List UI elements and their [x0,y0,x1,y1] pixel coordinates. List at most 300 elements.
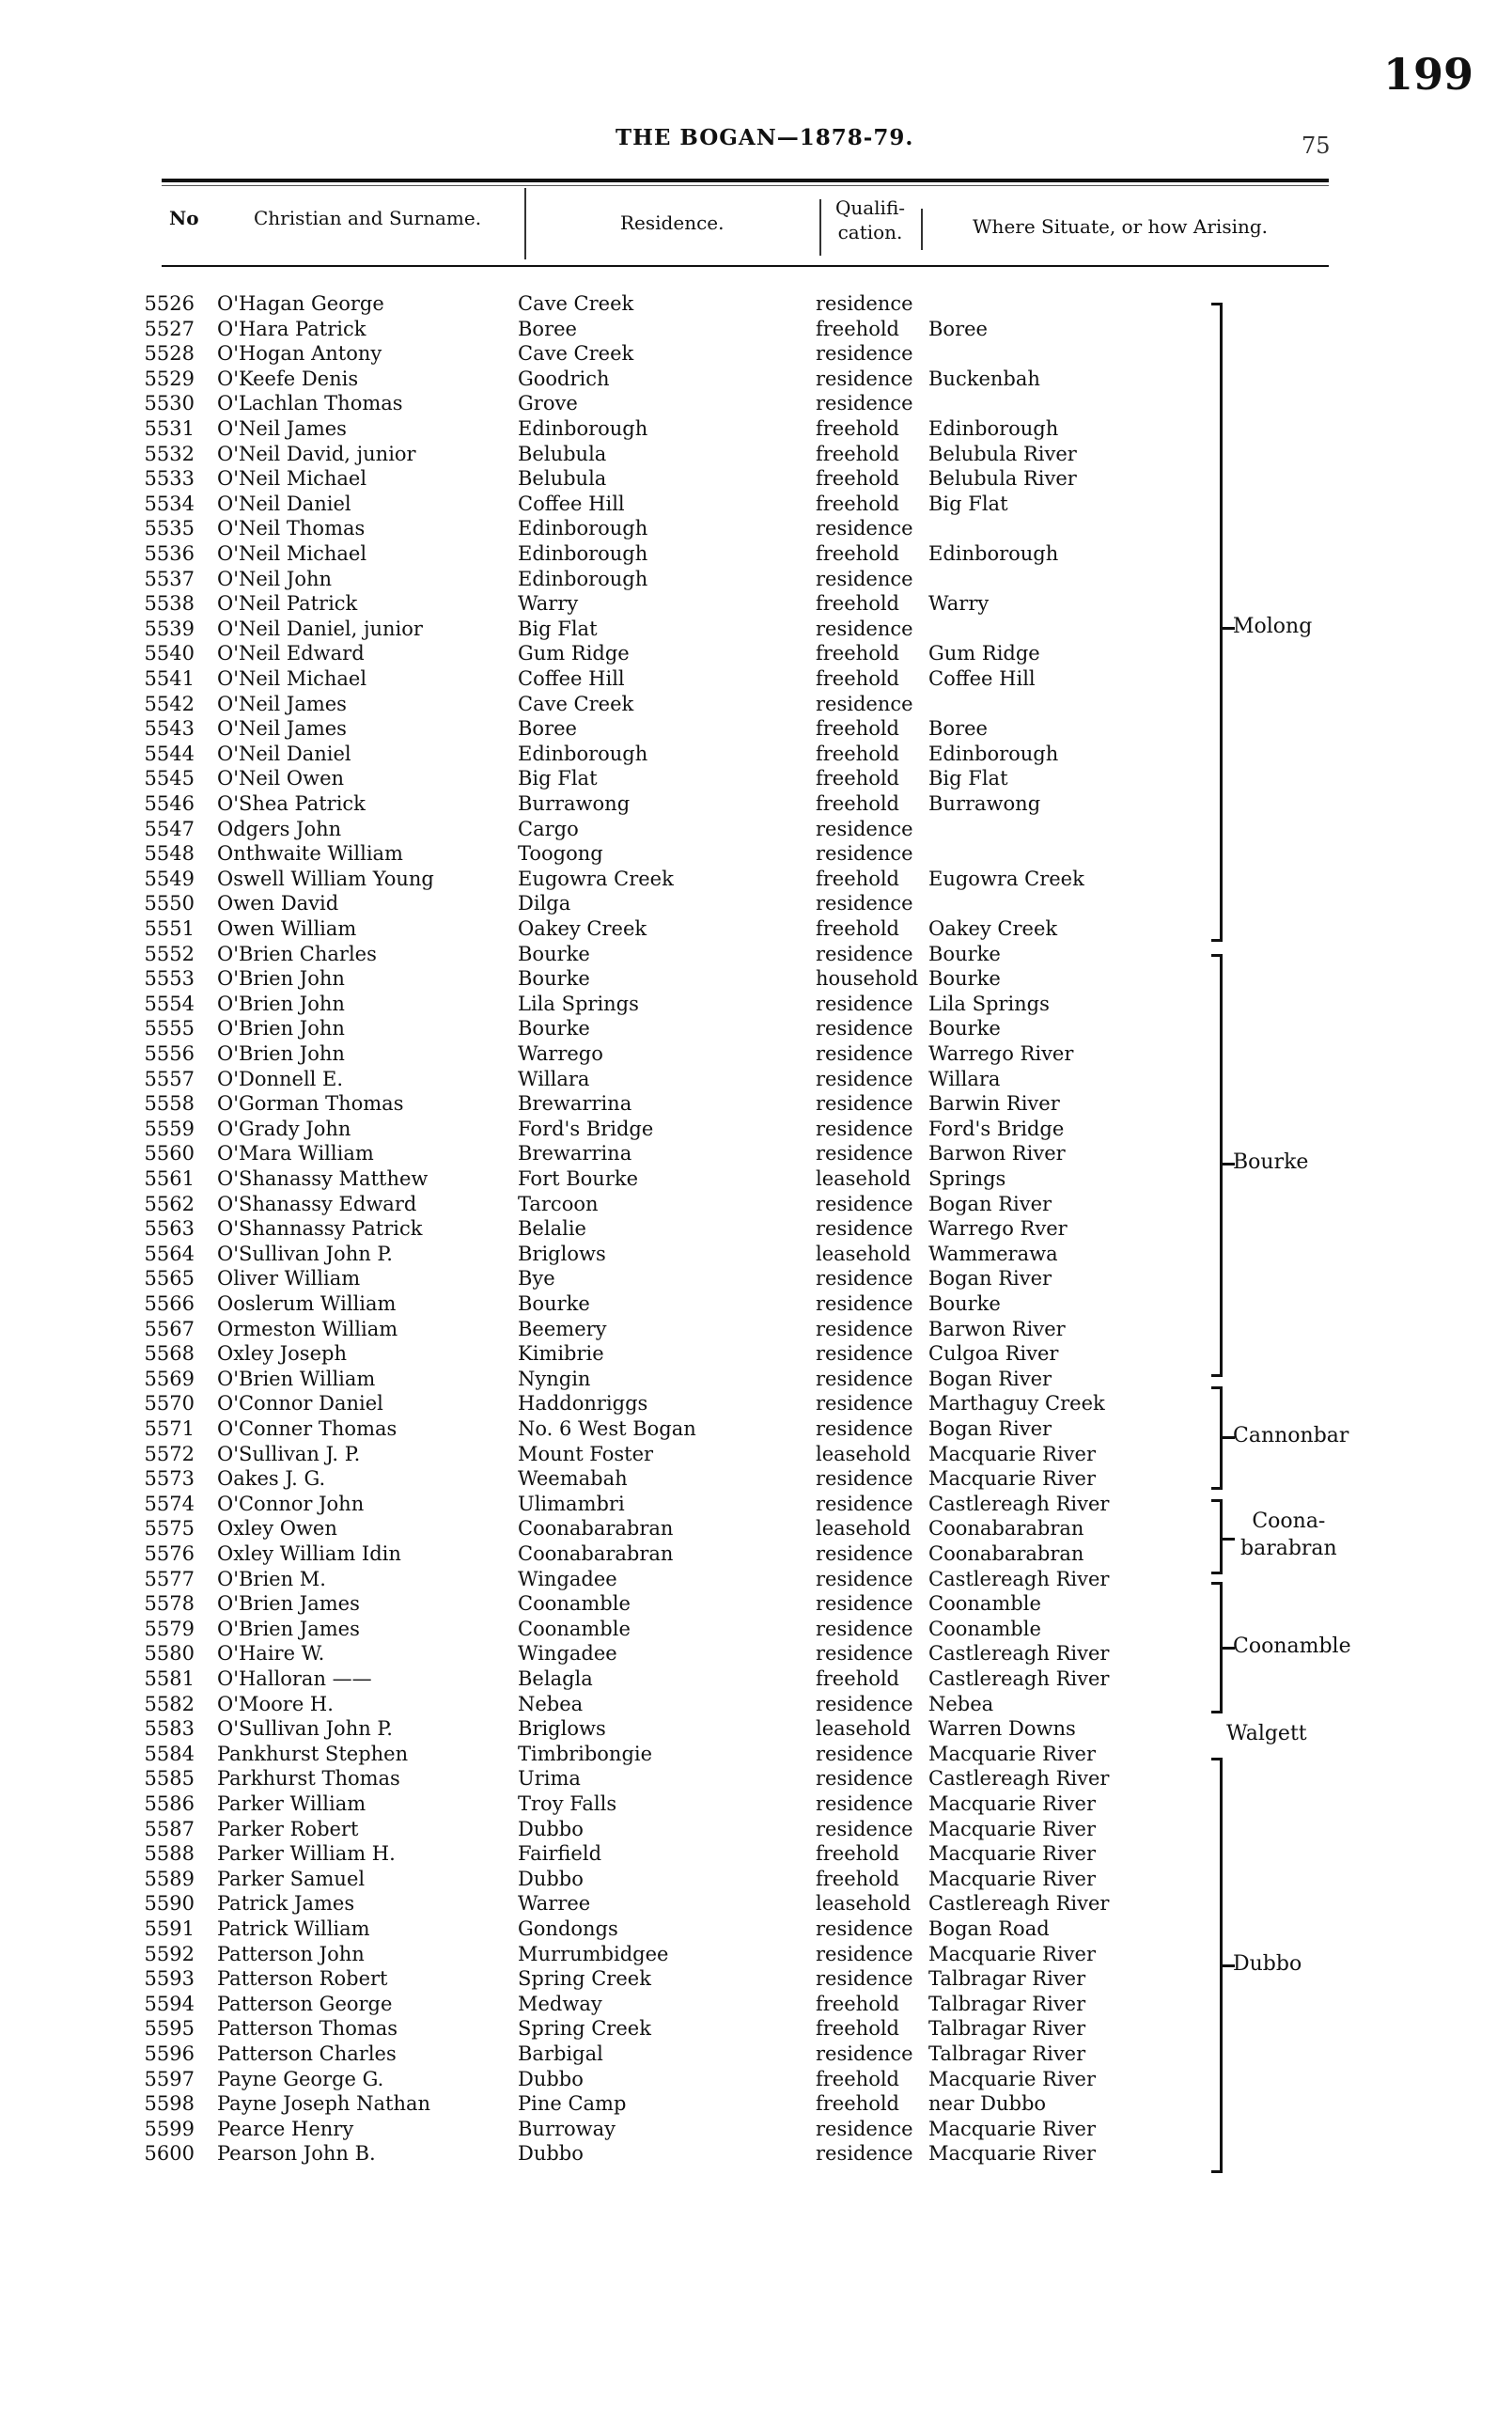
elector-name: Parker William H. [217,1842,396,1865]
elector-where-situate: Gum Ridge [928,642,1040,665]
elector-qualification: freehold [816,868,899,890]
elector-name: O'Brien Charles [217,943,377,965]
elector-residence: Warree [518,1892,591,1915]
elector-where-situate: Boree [928,318,988,340]
elector-residence: Cave Creek [518,693,634,715]
elector-qualification: freehold [816,792,899,815]
elector-qualification: residence [816,1967,913,1990]
elector-where-situate: Macquarie River [928,1443,1096,1465]
elector-residence: Wingadee [518,1568,617,1590]
elector-residence: Ford's Bridge [518,1118,654,1140]
elector-name: O'Brien James [217,1592,360,1615]
elector-number: 5580 [144,1642,195,1665]
elector-qualification: residence [816,342,913,365]
elector-number: 5550 [144,892,195,915]
elector-qualification: residence [816,1042,913,1065]
header-rule-top-thin [162,185,1329,186]
elector-qualification: freehold [816,2068,899,2090]
elector-name: Parkhurst Thomas [217,1767,400,1790]
elector-residence: Burroway [518,2118,616,2140]
elector-qualification: residence [816,1743,913,1765]
elector-number: 5557 [144,1068,195,1090]
elector-number: 5534 [144,493,195,515]
elector-name: O'Conner Thomas [217,1417,397,1440]
elector-number: 5541 [144,667,195,690]
elector-where-situate: Big Flat [928,493,1008,515]
elector-name: Pankhurst Stephen [217,1743,409,1765]
elector-where-situate: Belubula River [928,467,1077,490]
elector-number: 5539 [144,618,195,640]
elector-name: Ormeston William [217,1318,398,1340]
elector-name: O'Shanassy Edward [217,1193,417,1215]
elector-qualification: residence [816,1943,913,1965]
elector-residence: Spring Creek [518,1967,651,1990]
district-brace-coonabarabran [1210,1499,1223,1574]
elector-where-situate: Macquarie River [928,1792,1096,1815]
elector-number: 5535 [144,517,195,540]
elector-number: 5570 [144,1392,195,1415]
elector-residence: Nebea [518,1693,584,1715]
elector-name: Patrick William [217,1917,370,1940]
elector-where-situate: Barwon River [928,1318,1066,1340]
elector-residence: Belalie [518,1217,586,1240]
header-divider [524,188,526,259]
elector-residence: Edinborough [518,743,648,765]
district-label-walgett: Walgett [1226,1722,1307,1745]
elector-name: O'Moore H. [217,1693,334,1715]
elector-name: O'Neil Daniel, junior [217,618,423,640]
elector-where-situate: Wammerawa [928,1243,1058,1265]
elector-where-situate: Castlereagh River [928,1493,1110,1515]
elector-residence: Briglows [518,1243,606,1265]
elector-qualification: residence [816,1417,913,1440]
elector-residence: Cargo [518,818,579,840]
elector-qualification: residence [816,1092,913,1115]
elector-qualification: residence [816,1267,913,1290]
elector-number: 5587 [144,1818,195,1840]
elector-residence: Belubula [518,443,607,465]
header-rule-top [162,179,1329,182]
elector-where-situate: Macquarie River [928,2118,1096,2140]
elector-qualification: residence [816,568,913,590]
elector-qualification: residence [816,1118,913,1140]
elector-qualification: leasehold [816,1167,912,1190]
elector-where-situate: Big Flat [928,767,1008,790]
elector-residence: No. 6 West Bogan [518,1417,696,1440]
elector-name: Parker William [217,1792,366,1815]
district-label-coonabarabran: Coona- barabran [1240,1510,1337,1560]
elector-residence: Briglows [518,1717,606,1740]
elector-name: O'Hogan Antony [217,342,382,365]
elector-number: 5563 [144,1217,195,1240]
elector-number: 5589 [144,1868,195,1890]
elector-where-situate: Belubula River [928,443,1077,465]
elector-name: O'Neil John [217,568,333,590]
elector-residence: Medway [518,1993,602,2015]
elector-number: 5600 [144,2142,195,2165]
elector-number: 5543 [144,717,195,740]
elector-name: Pearce Henry [217,2118,354,2140]
elector-qualification: household [816,967,919,990]
elector-name: O'Connor Daniel [217,1392,383,1415]
elector-number: 5573 [144,1467,195,1490]
elector-number: 5592 [144,1943,195,1965]
elector-name: O'Shea Patrick [217,792,366,815]
elector-qualification: residence [816,292,913,315]
elector-name: Oliver William [217,1267,361,1290]
elector-where-situate: Bogan River [928,1417,1052,1440]
elector-name: O'Neil James [217,693,347,715]
elector-number: 5554 [144,993,195,1015]
page-folio: 199 [1383,49,1474,100]
district-brace-molong [1210,303,1223,942]
elector-qualification: residence [816,618,913,640]
elector-residence: Brewarrina [518,1142,632,1165]
elector-residence: Cave Creek [518,292,634,315]
elector-qualification: freehold [816,443,899,465]
elector-qualification: residence [816,1342,913,1365]
elector-name: O'Neil Patrick [217,592,358,615]
elector-qualification: freehold [816,917,899,940]
elector-number: 5552 [144,943,195,965]
elector-qualification: freehold [816,1868,899,1890]
elector-residence: Edinborough [518,417,648,440]
elector-qualification: residence [816,2042,913,2065]
elector-qualification: residence [816,1193,913,1215]
header-divider [819,199,821,256]
elector-number: 5546 [144,792,195,815]
elector-residence: Burrawong [518,792,631,815]
elector-where-situate: Castlereagh River [928,1767,1110,1790]
elector-residence: Cave Creek [518,342,634,365]
elector-where-situate: Macquarie River [928,1743,1096,1765]
elector-name: Parker Robert [217,1818,359,1840]
elector-residence: Fort Bourke [518,1167,639,1190]
elector-residence: Bourke [518,967,590,990]
elector-residence: Willara [518,1068,590,1090]
elector-where-situate: Coonabarabran [928,1517,1084,1540]
elector-qualification: residence [816,1542,913,1565]
elector-number: 5562 [144,1193,195,1215]
elector-qualification: residence [816,2118,913,2140]
elector-number: 5549 [144,868,195,890]
elector-qualification: residence [816,1292,913,1315]
elector-where-situate: Lila Springs [928,993,1050,1015]
elector-residence: Troy Falls [518,1792,617,1815]
elector-name: Onthwaite William [217,842,403,865]
elector-name: Pearson John B. [217,2142,376,2165]
elector-where-situate: Ford's Bridge [928,1118,1065,1140]
elector-name: O'Neil James [217,717,347,740]
column-header-name: Christian and Surname. [254,207,482,229]
elector-name: Oakes J. G. [217,1467,326,1490]
elector-number: 5565 [144,1267,195,1290]
elector-number: 5596 [144,2042,195,2065]
page-title: THE BOGAN—1878-79. [616,125,914,150]
elector-name: O'Brien John [217,967,345,990]
elector-number: 5599 [144,2118,195,2140]
district-label-bourke: Bourke [1233,1150,1309,1174]
elector-number: 5555 [144,1017,195,1040]
elector-number: 5577 [144,1568,195,1590]
elector-where-situate: Macquarie River [928,2068,1096,2090]
elector-residence: Ulimambri [518,1493,625,1515]
elector-number: 5583 [144,1717,195,1740]
column-header-where: Where Situate, or how Arising. [973,215,1269,238]
elector-residence: Murrumbidgee [518,1943,669,1965]
elector-qualification: residence [816,368,913,390]
elector-name: O'Grady John [217,1118,351,1140]
elector-number: 5530 [144,392,195,415]
elector-number: 5542 [144,693,195,715]
elector-where-situate: Burrawong [928,792,1041,815]
elector-qualification: residence [816,1642,913,1665]
elector-qualification: residence [816,1767,913,1790]
elector-where-situate: Oakey Creek [928,917,1058,940]
elector-where-situate: Bogan River [928,1267,1052,1290]
elector-residence: Gum Ridge [518,642,630,665]
elector-name: O'Mara William [217,1142,374,1165]
elector-qualification: freehold [816,642,899,665]
elector-where-situate: Warren Downs [928,1717,1076,1740]
elector-residence: Big Flat [518,618,598,640]
elector-number: 5571 [144,1417,195,1440]
elector-residence: Edinborough [518,568,648,590]
header-divider [921,209,923,250]
elector-residence: Big Flat [518,767,598,790]
elector-number: 5595 [144,2017,195,2040]
elector-name: O'Keefe Denis [217,368,359,390]
column-header-residence: Residence. [620,211,725,234]
elector-name: O'Donnell E. [217,1068,344,1090]
elector-qualification: freehold [816,417,899,440]
elector-where-situate: Macquarie River [928,1818,1096,1840]
district-label-coonamble: Coonamble [1233,1635,1351,1658]
elector-name: Parker Samuel [217,1868,366,1890]
elector-qualification: residence [816,1318,913,1340]
elector-number: 5528 [144,342,195,365]
elector-number: 5540 [144,642,195,665]
elector-name: O'Sullivan John P. [217,1717,393,1740]
elector-name: O'Sullivan John P. [217,1243,393,1265]
elector-qualification: residence [816,892,913,915]
elector-residence: Eugowra Creek [518,868,674,890]
elector-residence: Boree [518,717,577,740]
elector-name: Patterson Thomas [217,2017,398,2040]
elector-name: O'Neil Michael [217,667,367,690]
elector-name: Patterson John [217,1943,365,1965]
elector-where-situate: Bogan River [928,1368,1052,1390]
column-header-no: No [169,207,199,229]
elector-number: 5558 [144,1092,195,1115]
elector-name: Oxley Joseph [217,1342,347,1365]
elector-qualification: residence [816,1017,913,1040]
district-brace-bourke [1210,954,1223,1377]
elector-qualification: freehold [816,1667,899,1690]
elector-qualification: leasehold [816,1892,912,1915]
elector-residence: Dubbo [518,1868,584,1890]
elector-residence: Dubbo [518,2068,584,2090]
elector-residence: Gondongs [518,1917,618,1940]
elector-number: 5561 [144,1167,195,1190]
elector-where-situate: Edinborough [928,743,1059,765]
elector-where-situate: Talbragar River [928,2017,1086,2040]
brace-tick [1222,1538,1235,1541]
elector-qualification: freehold [816,542,899,565]
elector-residence: Lila Springs [518,993,639,1015]
elector-residence: Dubbo [518,2142,584,2165]
elector-residence: Oakey Creek [518,917,647,940]
elector-where-situate: Talbragar River [928,1967,1086,1990]
elector-name: O'Brien M. [217,1568,326,1590]
elector-residence: Toogong [518,842,603,865]
elector-qualification: residence [816,943,913,965]
elector-qualification: residence [816,693,913,715]
elector-name: Owen David [217,892,339,915]
elector-where-situate: Willara [928,1068,1001,1090]
elector-residence: Bourke [518,1017,590,1040]
elector-number: 5588 [144,1842,195,1865]
elector-name: Patterson Charles [217,2042,397,2065]
elector-residence: Weemabah [518,1467,628,1490]
elector-name: Owen William [217,917,357,940]
elector-qualification: residence [816,1217,913,1240]
elector-name: O'Brien James [217,1618,360,1640]
elector-residence: Timbribongie [518,1743,653,1765]
elector-qualification: freehold [816,717,899,740]
elector-where-situate: Coonamble [928,1592,1041,1615]
elector-number: 5564 [144,1243,195,1265]
elector-qualification: freehold [816,467,899,490]
elector-qualification: freehold [816,2092,899,2115]
elector-where-situate: Bourke [928,967,1001,990]
elector-name: O'Brien John [217,1017,345,1040]
elector-where-situate: Nebea [928,1693,994,1715]
elector-name: O'Lachlan Thomas [217,392,403,415]
elector-residence: Brewarrina [518,1092,632,1115]
column-header-qualification: Qualifi- cation. [834,196,906,243]
elector-name: O'Brien William [217,1368,376,1390]
elector-name: O'Gorman Thomas [217,1092,404,1115]
elector-qualification: leasehold [816,1443,912,1465]
elector-where-situate: Coonabarabran [928,1542,1084,1565]
elector-number: 5581 [144,1667,195,1690]
elector-where-situate: Macquarie River [928,2142,1096,2165]
elector-name: Ooslerum William [217,1292,397,1315]
elector-residence: Bourke [518,1292,590,1315]
elector-residence: Coffee Hill [518,493,625,515]
elector-name: O'Neil James [217,417,347,440]
elector-name: O'Shannassy Patrick [217,1217,423,1240]
elector-name: Oxley William Idin [217,1542,401,1565]
elector-residence: Fairfield [518,1842,602,1865]
elector-number: 5556 [144,1042,195,1065]
elector-residence: Warry [518,592,579,615]
elector-qualification: residence [816,1142,913,1165]
elector-qualification: residence [816,1618,913,1640]
elector-name: O'Neil Michael [217,542,367,565]
elector-qualification: freehold [816,1842,899,1865]
elector-residence: Coonamble [518,1592,631,1615]
elector-name: Oswell William Young [217,868,434,890]
elector-number: 5586 [144,1792,195,1815]
elector-number: 5582 [144,1693,195,1715]
elector-number: 5568 [144,1342,195,1365]
elector-name: Oxley Owen [217,1517,337,1540]
elector-qualification: freehold [816,318,899,340]
elector-residence: Kimibrie [518,1342,604,1365]
elector-qualification: freehold [816,1993,899,2015]
elector-where-situate: Edinborough [928,542,1059,565]
elector-name: O'Halloran —— [217,1667,372,1690]
elector-number: 5547 [144,818,195,840]
elector-name: O'Sullivan J. P. [217,1443,361,1465]
elector-residence: Dubbo [518,1818,584,1840]
elector-name: O'Brien John [217,993,345,1015]
elector-where-situate: Edinborough [928,417,1059,440]
header-rule-bottom [162,265,1329,267]
elector-name: O'Neil Daniel [217,493,351,515]
elector-number: 5553 [144,967,195,990]
elector-number: 5551 [144,917,195,940]
elector-where-situate: Warrego Rver [928,1217,1068,1240]
elector-number: 5576 [144,1542,195,1565]
elector-residence: Edinborough [518,542,648,565]
elector-where-situate: Macquarie River [928,1467,1096,1490]
elector-where-situate: Talbragar River [928,1993,1086,2015]
elector-number: 5548 [144,842,195,865]
elector-number: 5590 [144,1892,195,1915]
elector-residence: Barbigal [518,2042,603,2065]
elector-qualification: residence [816,1693,913,1715]
elector-residence: Beemery [518,1318,607,1340]
elector-qualification: residence [816,818,913,840]
elector-number: 5544 [144,743,195,765]
page-number: 75 [1302,133,1331,159]
elector-where-situate: Coonamble [928,1618,1041,1640]
elector-qualification: residence [816,1792,913,1815]
elector-name: O'Connor John [217,1493,365,1515]
elector-qualification: residence [816,1068,913,1090]
elector-where-situate: Bourke [928,1292,1001,1315]
elector-name: O'Neil David, junior [217,443,416,465]
elector-where-situate: Bourke [928,1017,1001,1040]
district-label-dubbo: Dubbo [1233,1952,1302,1976]
elector-number: 5536 [144,542,195,565]
elector-qualification: residence [816,1568,913,1590]
elector-number: 5597 [144,2068,195,2090]
elector-number: 5585 [144,1767,195,1790]
elector-where-situate: Castlereagh River [928,1892,1110,1915]
elector-where-situate: Coffee Hill [928,667,1036,690]
elector-number: 5538 [144,592,195,615]
elector-residence: Tarcoon [518,1193,599,1215]
elector-qualification: freehold [816,2017,899,2040]
elector-name: O'Shanassy Matthew [217,1167,429,1190]
elector-where-situate: Castlereagh River [928,1667,1110,1690]
elector-residence: Goodrich [518,368,610,390]
elector-residence: Coonamble [518,1618,631,1640]
elector-number: 5569 [144,1368,195,1390]
elector-where-situate: Castlereagh River [928,1568,1110,1590]
elector-number: 5574 [144,1493,195,1515]
elector-where-situate: Barwin River [928,1092,1060,1115]
elector-residence: Boree [518,318,577,340]
elector-where-situate: Culgoa River [928,1342,1059,1365]
elector-where-situate: Eugowra Creek [928,868,1084,890]
elector-number: 5545 [144,767,195,790]
elector-qualification: residence [816,842,913,865]
